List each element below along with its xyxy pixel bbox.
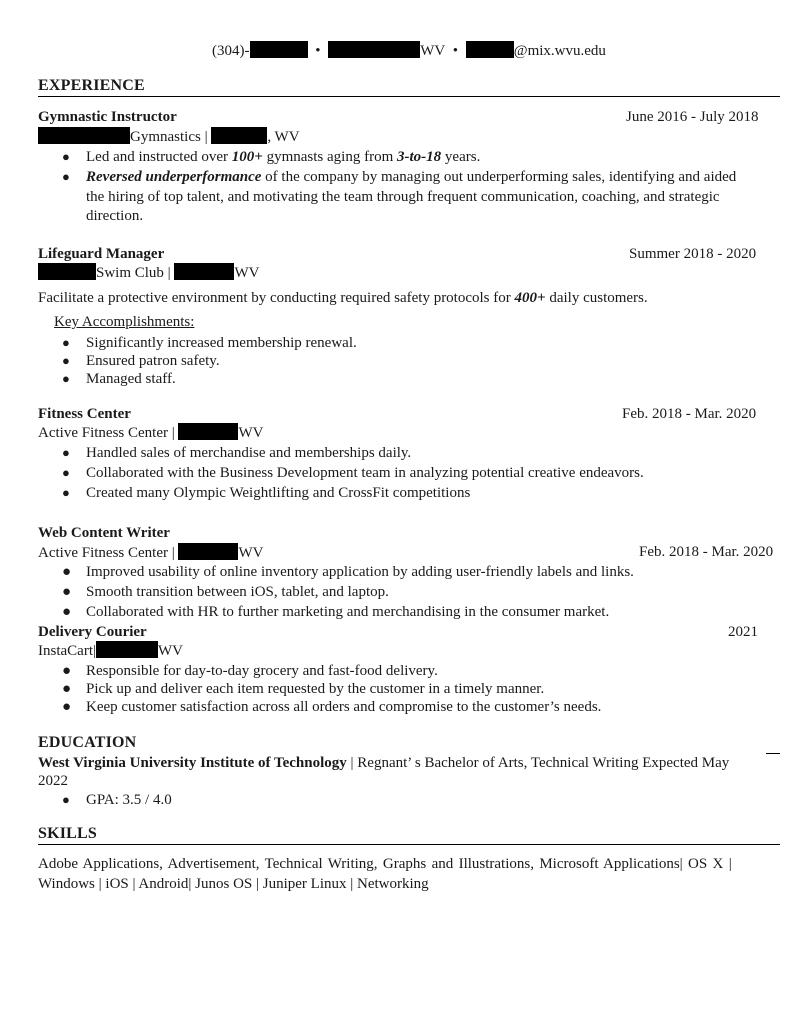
redacted-city xyxy=(211,127,267,144)
list-item: Collaborated with the Business Development team in analyzing potential creative endeavors. xyxy=(86,465,644,481)
separator: • xyxy=(452,43,459,59)
org-location: WV xyxy=(238,545,264,561)
org-name: InstaCart| xyxy=(38,643,96,659)
bullet: ● xyxy=(62,353,70,368)
section-divider xyxy=(38,96,780,97)
section-heading-skills: SKILLS xyxy=(38,825,98,842)
education-line xyxy=(38,754,729,772)
list-item-continued: the hiring of top talent, and motivating the team through frequent communication, coaching, and strategic xyxy=(86,189,720,205)
phone: (304)- xyxy=(212,43,250,59)
job-title: Fitness Center xyxy=(38,406,131,422)
redacted-org xyxy=(38,263,96,280)
bullet: ● xyxy=(62,699,72,715)
list-item: Ensured patron safety. xyxy=(86,353,220,369)
bullet: ● xyxy=(62,584,72,600)
job-org xyxy=(38,543,263,562)
underline-mark xyxy=(766,753,780,754)
bullet: ● xyxy=(62,564,72,580)
gpa: GPA: 3.5 / 4.0 xyxy=(86,792,172,808)
org-name: Active Fitness Center | xyxy=(38,425,175,441)
job-dates: 2021 xyxy=(728,624,758,640)
job-org xyxy=(38,423,263,442)
job-title: Gymnastic Instructor xyxy=(38,109,177,125)
job-org xyxy=(38,263,259,282)
redacted-city xyxy=(328,41,420,58)
list-item: Reversed underperformance of the company by managing out underperforming sales, identifying and aided xyxy=(86,169,737,185)
redacted-email-user xyxy=(466,41,514,58)
job-dates: June 2016 - July 2018 xyxy=(626,109,759,125)
bullet: ● xyxy=(62,445,70,460)
separator: • xyxy=(315,43,321,59)
redacted-city xyxy=(178,543,238,560)
job-title: Web Content Writer xyxy=(38,525,170,541)
bullet: ● xyxy=(62,681,72,697)
list-item: Pick up and deliver each item requested by the customer in a timely manner. xyxy=(86,681,545,697)
org-name: Active Fitness Center | xyxy=(38,545,175,561)
job-org xyxy=(38,641,183,660)
email: @mix.wvu.edu xyxy=(513,43,606,59)
list-item: Responsible for day-to-day grocery and fast-food delivery. xyxy=(86,663,438,679)
degree: | Regnant’ s Bachelor of Arts, Technical Writing Expected May xyxy=(346,755,730,771)
list-item-continued: direction. xyxy=(86,208,144,224)
org-location: , WV xyxy=(267,129,300,145)
list-item: Managed staff. xyxy=(86,371,176,387)
bullet: ● xyxy=(62,149,70,164)
section-heading-experience: EXPERIENCE xyxy=(38,77,145,94)
org-name: Gymnastics | xyxy=(130,129,208,145)
bullet: ● xyxy=(62,604,72,620)
bullet: ● xyxy=(62,465,70,480)
state: WV xyxy=(420,43,445,59)
list-item: Improved usability of online inventory application by adding user-friendly labels and links. xyxy=(86,564,634,580)
redacted-org xyxy=(38,127,130,144)
job-title: Delivery Courier xyxy=(38,624,147,640)
org-location: WV xyxy=(238,425,264,441)
job-org xyxy=(38,127,300,146)
bullet: ● xyxy=(62,169,70,184)
graduation-year: 2022 xyxy=(38,773,68,789)
org-location: WV xyxy=(158,643,183,659)
job-dates: Summer 2018 - 2020 xyxy=(629,246,757,262)
section-heading-education: EDUCATION xyxy=(38,734,137,751)
contact-line xyxy=(212,41,606,60)
list-item: Handled sales of merchandise and memberships daily. xyxy=(86,445,412,461)
accomplishments-label: Key Accomplishments: xyxy=(54,314,195,330)
list-item: Significantly increased membership renewal. xyxy=(86,335,357,351)
section-divider xyxy=(38,844,780,845)
bullet: ● xyxy=(62,792,70,807)
list-item: Collaborated with HR to further marketing and merchandising in the consumer market. xyxy=(86,604,610,620)
redacted-city xyxy=(96,641,158,658)
bullet: ● xyxy=(62,371,70,386)
bullet: ● xyxy=(62,663,72,679)
job-dates: Feb. 2018 - Mar. 2020 xyxy=(639,544,774,560)
list-item: Created many Olympic Weightlifting and CrossFit competitions xyxy=(86,485,471,501)
org-name: Swim Club | xyxy=(96,265,171,281)
skills-line: Adobe Applications, Advertisement, Technical Writing, Graphs and Illustrations, Microsoft Applications| OS X | xyxy=(38,856,732,872)
list-item: Keep customer satisfaction across all orders and compromise to the customer’s needs. xyxy=(86,699,602,715)
redacted-city xyxy=(174,263,234,280)
redacted-phone xyxy=(250,41,308,58)
redacted-city xyxy=(178,423,238,440)
list-item: Led and instructed over 100+ gymnasts aging from 3-to-18 years. xyxy=(86,149,481,165)
org-location: WV xyxy=(234,265,260,281)
list-item: Smooth transition between iOS, tablet, and laptop. xyxy=(86,584,389,600)
job-title: Lifeguard Manager xyxy=(38,246,165,262)
bullet: ● xyxy=(62,335,70,350)
skills-line: Windows | iOS | Android| Junos OS | Juniper Linux | Networking xyxy=(38,876,429,892)
bullet: ● xyxy=(62,485,70,500)
school-name: West Virginia University Institute of Technology xyxy=(38,755,347,771)
job-description: Facilitate a protective environment by conducting required safety protocols for 400+ daily customers. xyxy=(38,290,648,306)
job-dates: Feb. 2018 - Mar. 2020 xyxy=(622,406,757,422)
